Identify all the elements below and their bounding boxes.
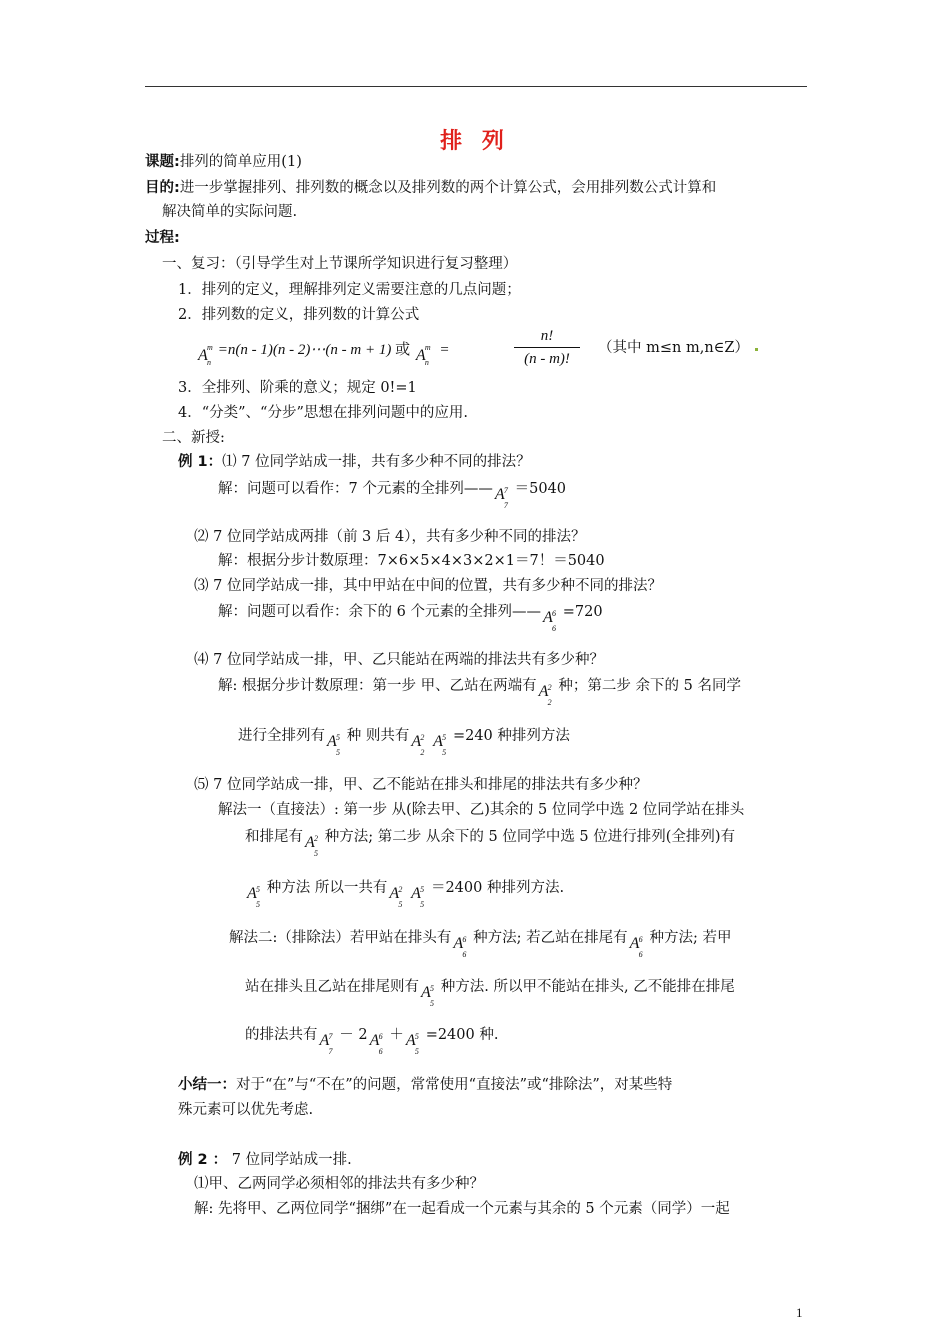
example-1-q2: ⑵ 7 位同学站成两排（前 3 后 4），共有多少种不同的排法？ [194,529,586,545]
solution-1-line-2: 和排尾有 A 2 5 种方法; 第二步 从余下的 5 位同学中选 5 位进行排列(全排列)有 [245,829,736,858]
topic-line: 课题:排列的简单应用(1) [145,154,302,170]
example-1-a3: 解：问题可以看作：余下的 6 个元素的全排列—— A 6 6 =720 [218,604,603,633]
review-item-2: 2．排列数的定义，排列数的计算公式 [178,307,420,323]
example-1-q4: ⑷ 7 位同学站成一排，甲、乙只能站在两端的排法共有多少种？ [194,652,604,668]
example-2-q1: ⑴甲、乙两同学必须相邻的排法共有多少种？ [194,1176,484,1192]
example-1-q3: ⑶ 7 位同学站成一排，其中甲站在中间的位置，共有多少种不同的排法？ [194,578,662,594]
example-1-q5: ⑸ 7 位同学站成一排，甲、乙不能站在排头和排尾的排法共有多少种？ [194,777,648,793]
page-number: 1 [796,1305,803,1320]
example-1-a4-line-2: 进行全排列有 A 5 5 种 则共有 A 2 2 A 5 5 =240 种排列方法 [238,728,570,757]
solution-1-line-3: A 5 5 种方法 所以一共有 A 2 5 A 5 5 ＝2400 种排列方法. [247,880,565,909]
summary-line-2: 殊元素可以优先考虑. [178,1102,314,1118]
example-1-a2: 解：根据分步计数原理：7×6×5×4×3×2×1＝7！＝5040 [218,553,605,569]
symbol-a-n-m: A m n [198,343,213,367]
symbol-a-n-m-2: A m n [415,343,431,367]
goal-line-2: 解决简单的实际问题. [162,204,298,220]
page-title: 排 列 [440,129,510,154]
solution-2-line-2: 站在排头且乙站在排尾则有 A 5 5 种方法. 所以甲不能站在排头, 乙不能排在排尾 [245,979,735,1008]
review-item-4: 4．“分类”、“分步”思想在排列问题中的应用. [178,405,468,421]
goal-line-1: 目的:进一步掌握排列、排列数的概念以及排列数的两个计算公式，会用排列数公式计算和 [145,180,717,196]
solution-1-line-1: 解法一（直接法）: 第一步 从(除去甲、乙)其余的 5 位同学中选 2 位同学站在排头 [218,802,745,818]
example-2-a1: 解: 先将甲、乙两位同学“捆绑”在一起看成一个元素与其余的 5 个元素（同学）一起 [194,1201,730,1217]
new-lesson-heading: 二、新授: [162,430,225,446]
solution-2-line-3: 的排法共有 A 7 7 － 2 A 6 6 ＋ A 5 5 =2400 种. [245,1027,499,1056]
process-label: 过程: [145,230,180,246]
example-1-q1: 例 1：⑴ 7 位同学站成一排，共有多少种不同的排法？ [178,454,531,470]
formula-fraction: n! (n - m)! [514,326,580,369]
review-heading: 一、复习：（引导学生对上节课所学知识进行复习整理） [162,256,518,272]
header-rule [145,86,807,87]
solution-2-line-1: 解法二:（排除法）若甲站在排头有 A 6 6 种方法; 若乙站在排尾有 A 6 6 种方法; 若甲 [229,930,732,959]
example-1-a4-line-1: 解: 根据分步计数原理：第一步 甲、乙站在两端有 A 2 2 种；第二步 余下的 5 名同学 [218,678,741,707]
formula-note: （其中 m≤n m,n∈Z） [598,338,759,358]
example-1-a1: 解：问题可以看作：7 个元素的全排列—— A 7 7 ＝5040 [218,481,567,510]
summary-line-1: 小结一：对于“在”与“不在”的问题，常常使用“直接法”或“排除法”，对某些特 [178,1077,673,1093]
permutation-formula: A m n =n(n - 1)(n - 2)⋯(n - m + 1) 或 A m n = [198,340,450,367]
example-2-heading: 例 2 ： 7 位同学站成一排. [178,1152,352,1168]
review-item-3: 3．全排列、阶乘的意义；规定 0!=1 [178,380,417,396]
review-item-1: 1．排列的定义，理解排列定义需要注意的几点问题； [178,282,521,298]
